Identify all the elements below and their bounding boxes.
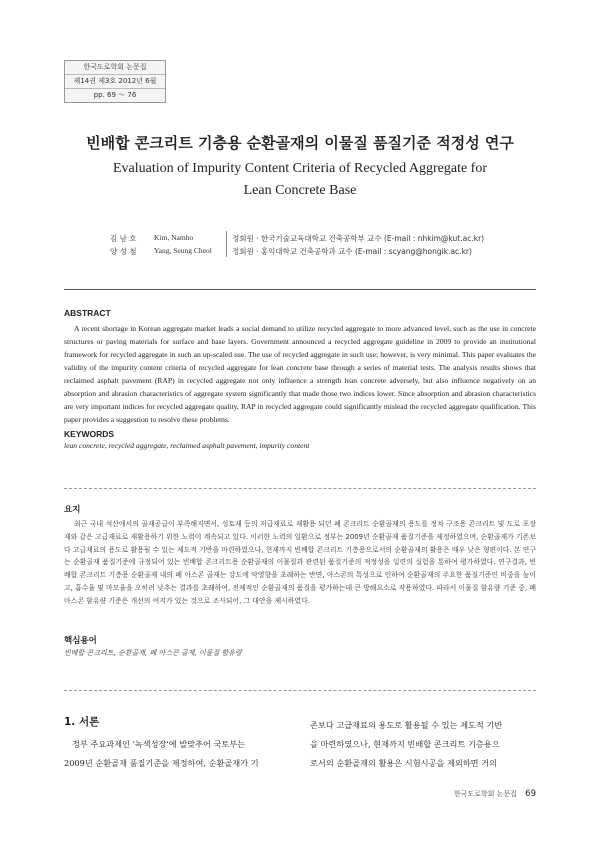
- body-line: 을 마련하였으나, 현재까지 빈배합 콘크리트 기층용으: [310, 739, 500, 749]
- section-divider: [64, 690, 536, 691]
- author-name-korean: 양 성 철: [110, 247, 137, 256]
- body-line: 존보다 고급재료의 용도로 활용될 수 있는 제도적 기반: [310, 720, 503, 730]
- section-rule: [64, 289, 536, 290]
- body-line: 2009년 순환골재 품질기준을 제정하여, 순환골재가 기: [64, 758, 259, 768]
- intro-heading: 1. 서론: [64, 716, 100, 728]
- yoji-heading: 요지: [64, 505, 81, 515]
- abstract-heading: ABSTRACT: [64, 308, 111, 318]
- journal-pages: pp. 69 ～ 76: [93, 91, 137, 99]
- intro-right-column: [310, 716, 536, 773]
- author-name-english: Yang, Seung Cheol: [154, 246, 212, 255]
- journal-info-box: [64, 60, 166, 103]
- author-affiliation: 정회원 · 한국기술교육대학교 건축공학부 교수 (E-mail : nhkim@kut.ac.kr): [232, 234, 485, 243]
- page-footer: [454, 789, 536, 799]
- body-line: 정부 주요과제인 '녹색성장'에 발맞추어 국토부는: [72, 739, 246, 749]
- yoji-text: 최근 국내 석산에서의 골재공급이 부족해지면서, 성토재 등의 저급재료로 재활용 되던 폐 콘크리트 순환골재의 용도를 정차 구조용 콘크리트 및 도로 포장재와 같은 고급재료로 재활용하기 위한 노력이 계속되고 있다. 이러한 노력의 일환으로 정부는 2009년 순환골재 품질기준을 제정하였으며, 순환골재가 기존보다 고급재료의 용도로 활용될 수 있는 제도적 기반을 마련하였으나, 현재까지 빈배합 콘크리트 기층용으로서의 순환골재의 활용은 매우 낮은 형편이다. 본 연구는 순환골재 품질기준에 규정되어 있는 빈배합 콘크리트용 순환골재의 이물질과 관련된 품질기준의 적정성을 일련의 실험을 통하여 평가하였다. 연구결과, 빈배합 콘크리트 기층용 순환골재 내의 폐 아스콘 골재는 강도에 악영향을 초래하는 반면, 아스콘의 특성으로 인하여 순환골재의 주요한 품질기준인 비중을 높이고, 흡수율 및 마모율을 오히려 낮추는 결과를 초래하여, 전체적인 순환골재의 품질을 평가하는데 큰 방해요소로 작용하였다. 따라서 이물질 함유량 기준 중, 폐 아스콘 함유량 기준은 개선의 여지가 있는 것으로 조사되어, 그 대안을 제시하였다.: [64, 520, 536, 605]
- author-divider: [226, 231, 227, 257]
- core-terms-heading: 핵심용어: [64, 636, 97, 646]
- core-terms-text: 빈배합 콘크리트, 순환골재, 폐 아스콘 골재, 이물질 함유량: [64, 649, 242, 657]
- paper-title-english-line-2: Lean Concrete Base: [243, 183, 357, 198]
- abstract-text: A recent shortage in Korean aggregate market leads a social demand to utilize recycled aggregate to more advanced level, such as the use in concrete structures or paving materials for surface and base layers. Government announced a recycled aggregate guideline in 2009 to provide an institutional framework for recycled aggregate in such an up-scaled use. The use of recycled aggregate in such use; however, is very minimal. This paper evaluates the validity of the impurity content criteria of recycled aggregate for lean concrete base through a series of material tests. The analysis results shows that reclaimed asphalt pavement (RAP) in recycled aggregate not only influence a strength lean concrete adversely, but also influence negatively on an absorption and abrasion characteristics of aggregate system significantly that made those two indices lower. Since absorption and abrasion characteristics are very important indices for recycled aggregate quality, RAP in recycled aggregate could significantly mislead the recycled aggregate qualification. This paper provides a suggestion to resolve these problems.: [64, 324, 536, 424]
- author-affiliation: 정회원 · 홍익대학교 건축공학과 교수 (E-mail : scyang@hongik.ac.kr): [232, 247, 472, 256]
- footer-journal-name: 한국도로학회 논문집: [453, 790, 517, 798]
- intro-left-column: [64, 735, 290, 773]
- author-name-korean: 김 남 호: [110, 234, 137, 243]
- keywords-text: lean concrete, recycled aggregate, reclaimed asphalt pavement, impurity content: [64, 441, 310, 450]
- section-divider: [64, 488, 536, 489]
- paper-title-english-line-1: Evaluation of Impurity Content Criteria of Recycled Aggregate for: [113, 161, 487, 176]
- page-number: 69: [525, 789, 536, 799]
- body-line: 로서의 순환골재의 활용은 시험시공을 제외하면 거의: [310, 758, 498, 768]
- paper-title-english: [0, 158, 600, 202]
- paper-title-korean: 빈배합 콘크리트 기층용 순환골재의 이물질 품질기준 적정성 연구: [86, 134, 514, 152]
- keywords-heading: KEYWORDS: [64, 429, 115, 439]
- journal-name: 한국도로학회 논문집: [65, 61, 165, 75]
- journal-volume: 제14권 제3호 2012년 6월: [65, 75, 165, 89]
- author-name-english: Kim, Namho: [154, 233, 194, 242]
